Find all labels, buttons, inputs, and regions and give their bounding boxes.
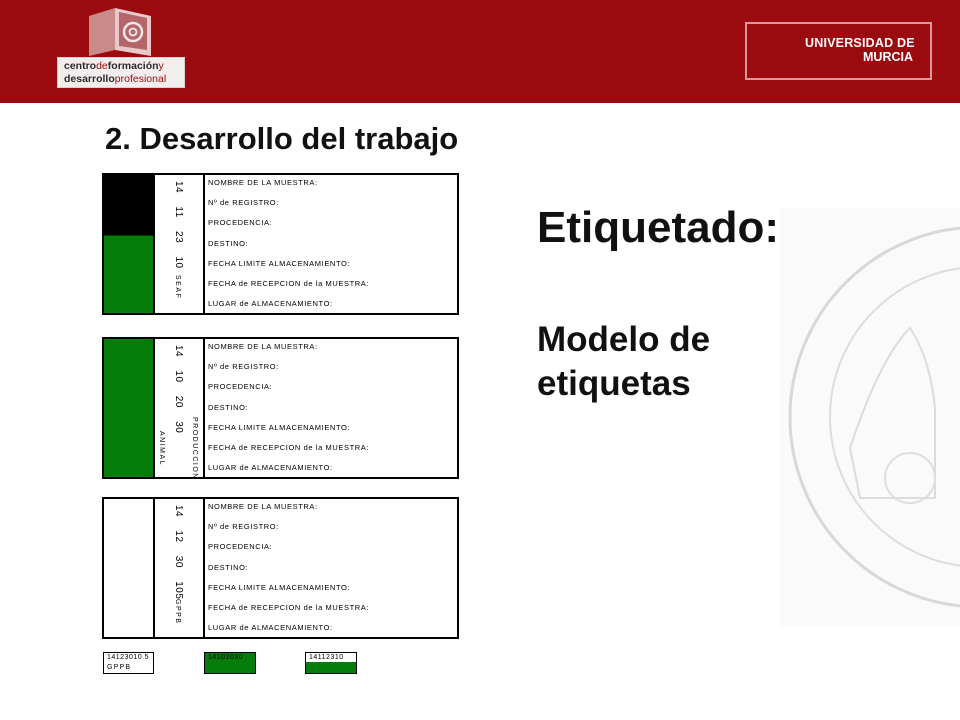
logo-centro-formacion: centrodeformacióny desarrolloprofesional [57,57,185,88]
label-code: 14 12 30 105 [173,505,184,600]
field-fecha-limite: FECHA LIMITE ALMACENAMIENTO: [208,258,351,268]
field-destino: DESTINO: [208,402,249,412]
field-fecha-recepcion: FECHA de RECEPCION de la MUESTRA: [208,602,370,612]
field-lugar: LUGAR de ALMACENAMIENTO: [208,463,333,473]
mini-label-produccion: 14102030 [204,652,256,674]
field-fecha-limite: FECHA LIMITE ALMACENAMIENTO: [208,582,351,592]
color-stripe [104,339,155,477]
mini-label-seaf: 14112310 [305,652,357,674]
heading-etiquetado: Etiquetado: [537,203,779,252]
sample-label-seaf [102,173,459,315]
field-fecha-limite: FECHA LIMITE ALMACENAMIENTO: [208,422,351,432]
color-stripe [104,499,155,637]
field-nombre: NOMBRE DE LA MUESTRA: [208,502,318,511]
university-city: MURCIA [863,50,913,64]
sample-label-gppb [102,497,459,639]
label-dept: GPPB [174,599,181,625]
code-column [155,175,205,313]
field-registro: Nº de REGISTRO: [208,362,279,372]
field-procedencia: PROCEDENCIA: [208,218,273,228]
subheading-modelo: Modelo de etiquetas [537,320,711,403]
university-seal-watermark-icon [780,208,960,626]
field-fecha-recepcion: FECHA de RECEPCION de la MUESTRA: [208,278,370,288]
mini-label-gppb: 14123010 5 GPPB [103,652,154,674]
label-dept-b: ANIMAL [158,431,165,467]
field-lugar: LUGAR de ALMACENAMIENTO: [208,299,333,309]
field-nombre: NOMBRE DE LA MUESTRA: [208,178,318,187]
label-code: 14 11 23 10 [173,181,184,269]
university-logo [745,22,932,80]
field-fecha-recepcion: FECHA de RECEPCION de la MUESTRA: [208,442,370,452]
field-destino: DESTINO: [208,238,249,248]
color-stripe [104,175,155,313]
university-name: UNIVERSIDAD DE [805,36,915,50]
header-bar [0,0,960,103]
field-nombre: NOMBRE DE LA MUESTRA: [208,342,318,351]
code-column [155,499,205,637]
label-dept: SEAF [174,275,181,300]
label-dept-a: PRODUCCION [191,417,198,480]
sample-label-produccion-animal [102,337,459,479]
field-procedencia: PROCEDENCIA: [208,382,273,392]
field-destino: DESTINO: [208,562,249,572]
field-procedencia: PROCEDENCIA: [208,542,273,552]
label-code: 14 10 20 30 [173,345,184,434]
field-registro: Nº de REGISTRO: [208,522,279,532]
slide-title: 2. Desarrollo del trabajo [105,121,459,156]
field-lugar: LUGAR de ALMACENAMIENTO: [208,623,333,633]
field-registro: Nº de REGISTRO: [208,198,279,208]
code-column [155,339,205,480]
at-sign-book-icon [85,6,157,58]
